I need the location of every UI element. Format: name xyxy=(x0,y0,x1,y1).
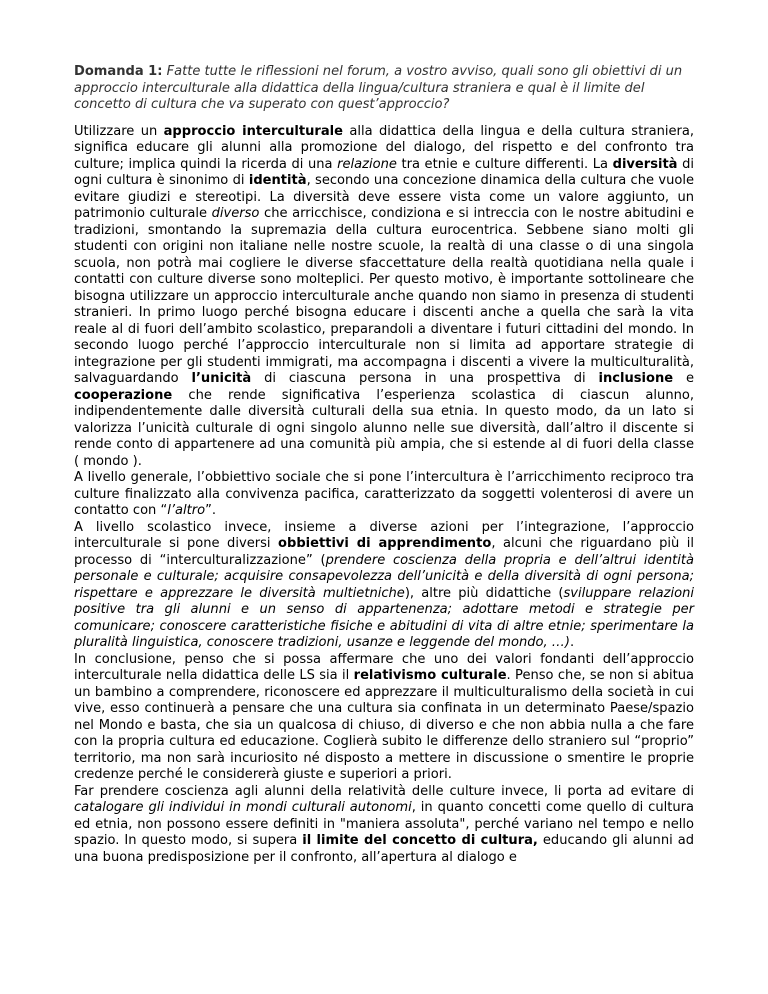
answer-paragraph xyxy=(74,784,694,867)
bold-text: diversità xyxy=(612,156,678,172)
bold-text: relativismo culturale xyxy=(353,668,507,683)
answer-body xyxy=(74,124,694,867)
bold-text: obbiettivi di apprendimento xyxy=(278,536,492,551)
text-run: educando gli alunni ad una buona predisposizione per il confronto, all’apertura al dialogo e xyxy=(74,833,694,865)
bold-text: inclusione xyxy=(598,371,674,386)
text-run: che arricchisce, condiziona e si intreccia con le nostre abitudini e tradizioni, smontando la supremazia della cultura eurocentrica. Sebbene siano molti gli studenti con origini non italiane nelle nostre scuole, la realtà di una classe o di una singola scuola, non potrà mai cogliere le diverse sfaccettature della realtà quotidiana nella quale i contatti con culture diverse sono molteplici. Per questo motivo, è importante sottolineare che bisogna utilizzare un approccio interculturale anche quando non siamo in presenza di studenti stranieri. In primo luogo perché bisogna educare i discenti anche a quella che sarà la vita reale al di fuori dell’ambito scolastico, preparandoli a diventare i futuri cittadini del mondo. In secondo luogo perché l’approccio interculturale non si limita ad apportare strategie di integrazione per gli studenti immigrati, ma accompagna i discenti a vivere la multiculturalità, salvaguardando xyxy=(74,206,694,386)
italic-text: catalogare gli individui in mondi culturali autonomi xyxy=(74,800,412,815)
italic-text: diverso xyxy=(211,206,260,221)
italic-text: relazione xyxy=(337,156,397,172)
text-run: , in quanto concetti come quello di cultura ed etnia, non possono essere definiti in "maniera assoluta", perché variano nel tempo e nello spazio. In questo modo, si supera xyxy=(74,800,694,848)
answer-paragraph xyxy=(74,652,694,784)
text-run: ), altre più didattiche ( xyxy=(404,585,564,601)
text-run: , secondo una concezione dinamica della cultura che vuole evitare giudizi e stereotipi. La diversità deve essere vista come un valore aggiunto, un patrimonio culturale xyxy=(74,173,694,221)
text-run: ”. xyxy=(205,503,217,518)
answer-paragraph xyxy=(74,124,694,471)
bold-text: l’unicità xyxy=(191,371,252,386)
answer-paragraph xyxy=(74,520,694,652)
italic-text: prendere coscienza della propria e dell’altrui identità personale e culturale; acquisire consapevolezza dell’unicità e della diversità di ogni persona; rispettare e apprezzare le diversità multietniche xyxy=(74,552,694,601)
bold-text: cooperazione xyxy=(74,387,173,403)
text-run: Utilizzare un xyxy=(74,123,164,139)
italic-text: sviluppare relazioni positive tra gli alunni e un senso di appartenenza; adottare metodi e strategie per comunicare; conoscere caratteristiche fisiche e abitudini di vita di altre etnie; sperimentare la pluralità linguistica, conoscere tradizioni, usanze e leggende del mondo, …) xyxy=(74,585,694,650)
text-run: che rende significativa l’esperienza scolastica di ciascun alunno, indipendentemente dalle diversità culturali della sua etnia. In questo modo, da un lato si valorizza l’unicità culturale di ogni singolo alunno nelle sue diversità, dall’altro il discente si rende conto di appartenere ad una comunità più ampia, che si estende al di fuori della classe ( mondo ). xyxy=(74,387,694,469)
bold-text: identità xyxy=(248,173,307,188)
bold-text: il limite del concetto di cultura, xyxy=(302,833,538,848)
text-run: In conclusione, penso che si possa affermare che uno dei valori fondanti dell’approccio interculturale nella didattica delle LS sia il xyxy=(74,651,694,683)
question-block xyxy=(74,64,694,114)
text-run: A livello scolastico invece, insieme a diverse azioni per l’integrazione, l’approccio interculturale si pone diversi xyxy=(74,519,694,551)
question-label: Domanda 1: xyxy=(74,64,163,79)
answer-paragraph xyxy=(74,470,694,520)
text-run: . Penso che, se non si abitua un bambino a comprendere, riconoscere ed apprezzare il multiculturalismo della società in cui vive, esso continuerà a pensare che una cultura sia confinata in un determinato Paese/spazio nel Mondo e basta, che sia un qualcosa di chiuso, di diverso e che non abbia nulla a che fare con la propria cultura ed educazione. Coglierà subito le differenze dello straniero sul “proprio” territorio, ma non sarà incuriosito né disposto a mettere in discussione o smentire le proprie credenze perché le considererà giuste e superiori a priori. xyxy=(74,668,694,782)
text-run: alla didattica della lingua e della cultura straniera, significa educare gli alunni alla promozione del dialogo, del rispetto e del confronto tra culture; implica quindi la ricerda di una xyxy=(74,123,695,172)
text-run: . xyxy=(569,635,575,650)
text-run: di ogni cultura è sinonimo di xyxy=(74,156,694,188)
text-run: tra etnie e culture differenti. La xyxy=(396,156,613,172)
text-run: e xyxy=(673,371,694,386)
text-run: , alcuni che riguardano più il processo di “interculturalizzazione” ( xyxy=(74,536,695,568)
italic-text: l’altro xyxy=(167,503,206,518)
text-run: A livello generale, l’obbiettivo sociale che si pone l’intercultura è l’arricchimento reciproco tra culture finalizzato alla convivenza pacifica, caratterizzato da soggetti volenterosi di avere un contatto con “ xyxy=(74,470,694,518)
text-run: Far prendere coscienza agli alunni della relatività delle culture invece, li porta ad evitare di xyxy=(74,783,694,799)
text-run: di ciascuna persona in una prospettiva di xyxy=(251,371,599,386)
question-text: Fatte tutte le riflessioni nel forum, a vostro avviso, quali sono gli obiettivi di un approccio interculturale alla didattica della lingua/cultura straniera e qual è il limite del concetto di cultura che va superato con quest’approccio? xyxy=(74,64,683,112)
bold-text: approccio interculturale xyxy=(163,123,343,139)
